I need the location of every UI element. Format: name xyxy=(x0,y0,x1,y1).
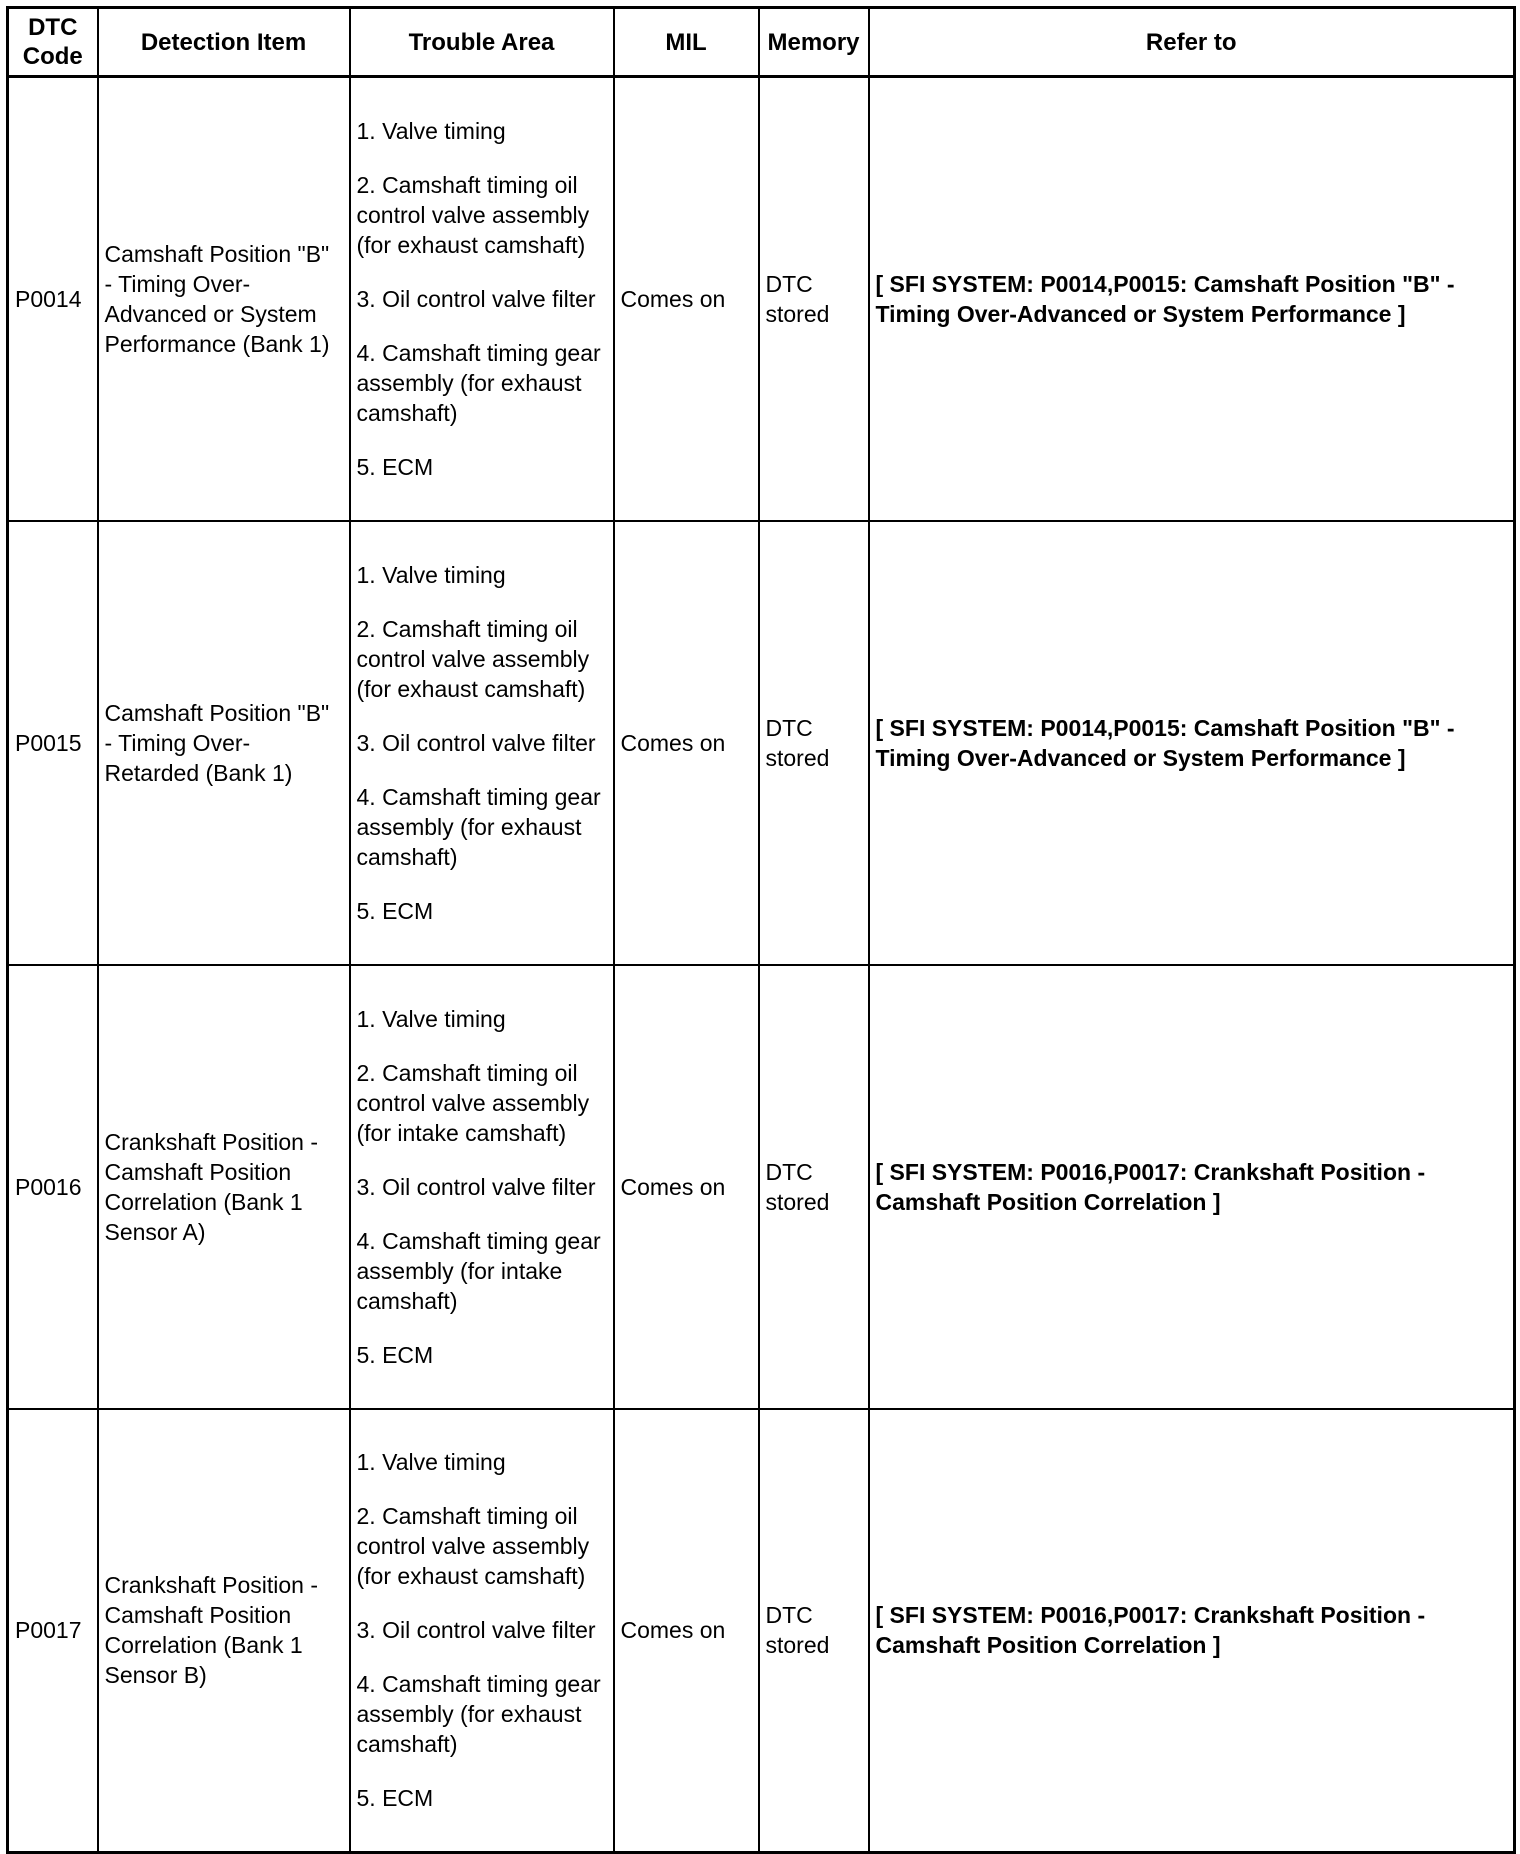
trouble-item: 1. Valve timing xyxy=(356,1449,506,1476)
memory-status: DTC stored xyxy=(759,77,869,521)
table-row xyxy=(8,77,1515,521)
refer-link[interactable]: [ SFI SYSTEM: P0016,P0017: Crankshaft Position - Camshaft Position Correlation ] xyxy=(869,965,1515,1409)
header-trouble-area: Trouble Area xyxy=(350,8,614,77)
detection-item: Camshaft Position "B" - Timing Over-Advanced or System Performance (Bank 1) xyxy=(98,77,350,521)
header-mil: MIL xyxy=(614,8,759,77)
header-refer-to: Refer to xyxy=(869,8,1515,77)
header-memory: Memory xyxy=(759,8,869,77)
trouble-item: 3. Oil control valve filter xyxy=(356,285,596,312)
trouble-item: 4. Camshaft timing gear assembly (for exhaust camshaft) xyxy=(356,339,601,426)
trouble-item: 3. Oil control valve filter xyxy=(356,1617,596,1644)
dtc-code: P0017 xyxy=(8,1409,98,1853)
trouble-item: 1. Valve timing xyxy=(356,117,506,144)
refer-link[interactable]: [ SFI SYSTEM: P0014,P0015: Camshaft Position "B" - Timing Over-Advanced or System Performance ] xyxy=(869,77,1515,521)
dtc-code: P0015 xyxy=(8,521,98,965)
trouble-area xyxy=(350,1409,614,1853)
trouble-item: 5. ECM xyxy=(356,1785,434,1812)
table-body xyxy=(8,77,1515,1853)
trouble-area xyxy=(350,965,614,1409)
mil-status: Comes on xyxy=(614,965,759,1409)
mil-status: Comes on xyxy=(614,77,759,521)
table-header xyxy=(8,8,1515,77)
refer-link[interactable]: [ SFI SYSTEM: P0014,P0015: Camshaft Position "B" - Timing Over-Advanced or System Performance ] xyxy=(869,521,1515,965)
trouble-item: 5. ECM xyxy=(356,453,434,480)
memory-status: DTC stored xyxy=(759,965,869,1409)
trouble-item: 2. Camshaft timing oil control valve assembly (for exhaust camshaft) xyxy=(356,171,590,258)
trouble-item: 5. ECM xyxy=(356,1341,434,1368)
detection-item: Camshaft Position "B" - Timing Over-Retarded (Bank 1) xyxy=(98,521,350,965)
detection-item: Crankshaft Position - Camshaft Position Correlation (Bank 1 Sensor B) xyxy=(98,1409,350,1853)
dtc-code: P0016 xyxy=(8,965,98,1409)
table-row xyxy=(8,965,1515,1409)
memory-status: DTC stored xyxy=(759,1409,869,1853)
detection-item: Crankshaft Position - Camshaft Position Correlation (Bank 1 Sensor A) xyxy=(98,965,350,1409)
trouble-item: 2. Camshaft timing oil control valve assembly (for exhaust camshaft) xyxy=(356,615,590,702)
trouble-item: 4. Camshaft timing gear assembly (for exhaust camshaft) xyxy=(356,783,601,870)
trouble-item: 4. Camshaft timing gear assembly (for exhaust camshaft) xyxy=(356,1671,601,1758)
memory-status: DTC stored xyxy=(759,521,869,965)
mil-status: Comes on xyxy=(614,1409,759,1853)
header-detection-item: Detection Item xyxy=(98,8,350,77)
table-row xyxy=(8,1409,1515,1853)
table-row xyxy=(8,521,1515,965)
dtc-code: P0014 xyxy=(8,77,98,521)
trouble-area xyxy=(350,521,614,965)
trouble-item: 4. Camshaft timing gear assembly (for intake camshaft) xyxy=(356,1227,601,1314)
trouble-item: 5. ECM xyxy=(356,897,434,924)
refer-link[interactable]: [ SFI SYSTEM: P0016,P0017: Crankshaft Position - Camshaft Position Correlation ] xyxy=(869,1409,1515,1853)
mil-status: Comes on xyxy=(614,521,759,965)
trouble-item: 1. Valve timing xyxy=(356,561,506,588)
dtc-table xyxy=(6,6,1516,1854)
header-dtc-code: DTC Code xyxy=(8,8,98,77)
trouble-item: 2. Camshaft timing oil control valve assembly (for intake camshaft) xyxy=(356,1059,590,1146)
trouble-item: 3. Oil control valve filter xyxy=(356,729,596,756)
trouble-item: 2. Camshaft timing oil control valve assembly (for exhaust camshaft) xyxy=(356,1503,590,1590)
header-row xyxy=(8,8,1515,77)
trouble-item: 1. Valve timing xyxy=(356,1005,506,1032)
trouble-area xyxy=(350,77,614,521)
trouble-item: 3. Oil control valve filter xyxy=(356,1173,596,1200)
